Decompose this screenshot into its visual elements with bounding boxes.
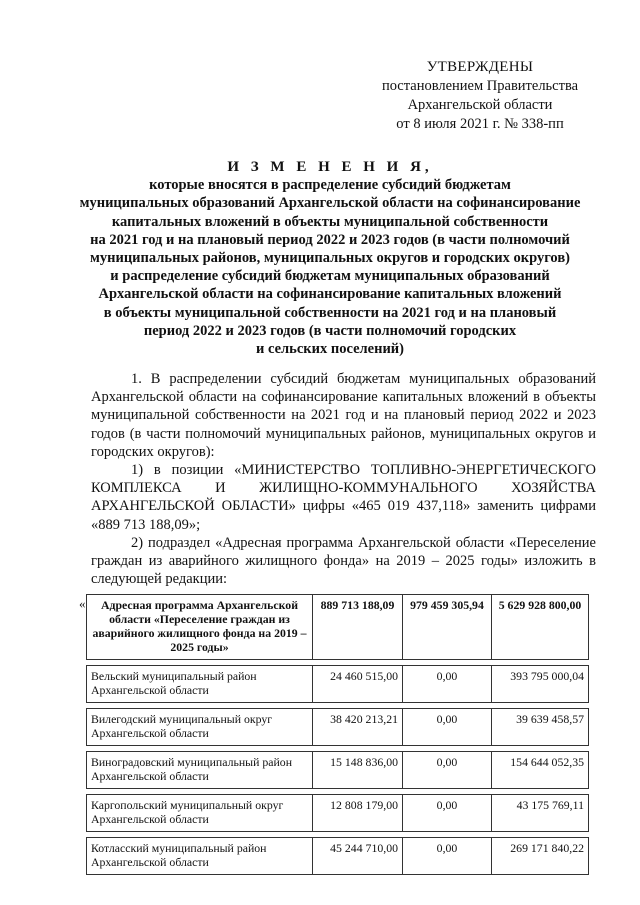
- row-value-2022: 0,00: [403, 752, 492, 789]
- header-program-name: Адресная программа Архангельской области «Переселение граждан из аварийного жилищного фонда на 2019 – 2025 годы»: [87, 595, 313, 660]
- opening-quote: «: [79, 596, 86, 611]
- paragraph-1: 1. В распределении субсидий бюджетам муниципальных образований Архангельской области на софинансирование капитальных вложений в объекты муниципальной собственности на 2021 год и на плановый период 2022 и 2023 годов (в части полномочий муниципальных районов, муниципальных округов и городских округов):: [91, 371, 596, 460]
- title-line: которые вносятся в распределение субсидий бюджетам: [149, 177, 511, 194]
- paragraph-item-1: 1) в позиции «МИНИСТЕРСТВО ТОПЛИВНО-ЭНЕРГЕТИЧЕСКОГО КОМПЛЕКСА И ЖИЛИЩНО-КОММУНАЛЬНОГО ХОЗЯЙСТВА АРХАНГЕЛЬСКОЙ ОБЛАСТИ» цифры «465 019 437,118» заменить цифрами «889 713 188,09»;: [91, 462, 596, 533]
- title-line: Архангельской области на софинансирование капитальных вложений: [98, 286, 562, 303]
- row-municipality: Вилегодский муниципальный округ Архангельской области: [87, 709, 313, 746]
- approval-line: Архангельской области: [407, 97, 553, 113]
- title-line: период 2022 и 2023 годов (в части полномочий городских: [143, 322, 517, 339]
- title-line: и сельских поселений): [256, 341, 404, 358]
- row-value-2022: 0,00: [403, 795, 492, 832]
- table-row: [87, 795, 589, 832]
- paragraph-item-2: 2) подраздел «Адресная программа Архангельской области «Переселение граждан из аварийного жилищного фонда» на 2019 – 2025 годы» изложить в следующей редакции:: [91, 534, 596, 588]
- title-line: капитальных вложений в объекты муниципальной собственности: [111, 213, 549, 230]
- title-line: муниципальных образований Архангельской области на софинансирование: [79, 195, 581, 212]
- header-value-2021: 889 713 188,09: [313, 595, 403, 660]
- title-word: И З М Е Н Е Н И Я,: [227, 159, 433, 175]
- row-municipality: Каргопольский муниципальный округ Архангельской области: [87, 795, 313, 832]
- table-row: [87, 752, 589, 789]
- title-line: и распределение субсидий бюджетам муниципальных образований: [110, 268, 550, 285]
- document-body: [91, 370, 596, 588]
- row-value-2023: 154 644 052,35: [492, 752, 589, 789]
- row-value-2023: 43 175 769,11: [492, 795, 589, 832]
- row-value-2022: 0,00: [403, 709, 492, 746]
- header-value-2023: 5 629 928 800,00: [492, 595, 589, 660]
- approval-date-line: от 8 июля 2021 г. № 338-пп: [396, 116, 564, 132]
- table-row: [87, 838, 589, 875]
- approval-line: постановлением Правительства: [381, 78, 579, 94]
- title-line: на 2021 год и на плановый период 2022 и 2023 годов (в части полномочий: [90, 231, 570, 248]
- row-value-2021: 38 420 213,21: [313, 709, 403, 746]
- row-value-2022: 0,00: [403, 666, 492, 703]
- title-line: в объекты муниципальной собственности на 2021 год и на плановый: [103, 304, 557, 321]
- table-row: [87, 709, 589, 746]
- row-value-2021: 24 460 515,00: [313, 666, 403, 703]
- row-value-2022: 0,00: [403, 838, 492, 875]
- header-value-2022: 979 459 305,94: [403, 595, 492, 660]
- approval-block: [360, 58, 600, 134]
- row-value-2021: 12 808 179,00: [313, 795, 403, 832]
- table-row: [87, 666, 589, 703]
- row-value-2023: 269 171 840,22: [492, 838, 589, 875]
- row-value-2021: 45 244 710,00: [313, 838, 403, 875]
- row-municipality: Котласский муниципальный район Архангельской области: [87, 838, 313, 875]
- document-title: [60, 158, 600, 358]
- row-value-2023: 393 795 000,04: [492, 666, 589, 703]
- row-value-2021: 15 148 836,00: [313, 752, 403, 789]
- row-value-2023: 39 639 458,57: [492, 709, 589, 746]
- row-municipality: Вельский муниципальный район Архангельской области: [87, 666, 313, 703]
- subsidy-table: [86, 594, 589, 875]
- table-header-row: [87, 595, 589, 660]
- row-municipality: Виноградовский муниципальный район Архангельской области: [87, 752, 313, 789]
- approval-heading: УТВЕРЖДЕНЫ: [426, 59, 534, 75]
- title-line: муниципальных районов, муниципальных округов и городских округов): [89, 250, 570, 267]
